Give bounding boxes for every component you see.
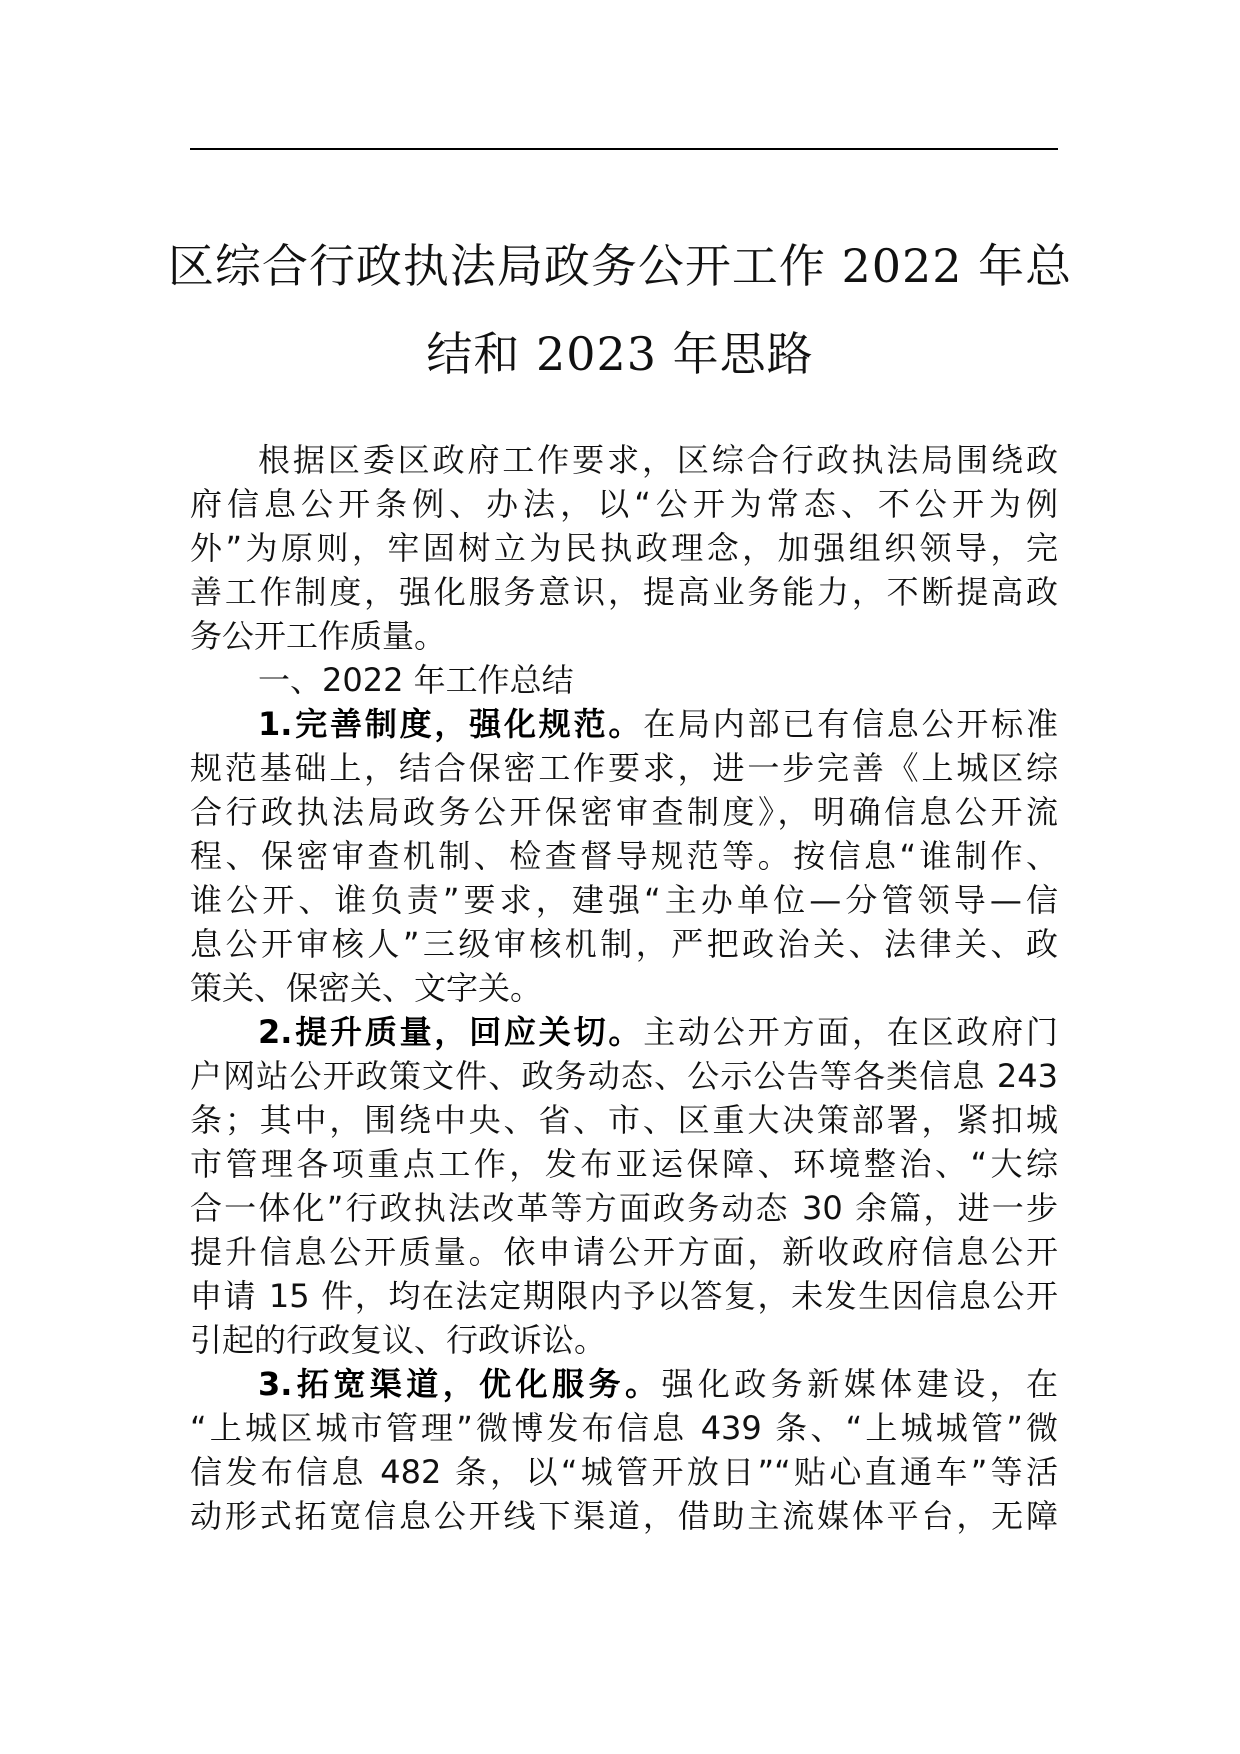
item-1-line: 策关、保密关、文字关。 <box>190 969 543 1007</box>
item-3-heading: 3.拓宽渠道，优化服务。 <box>258 1365 662 1403</box>
item-2-line: 户网站公开政策文件、政务动态、公示公告等各类信息 243 <box>190 1057 1058 1095</box>
item-2-paragraph <box>190 1010 1058 1362</box>
item-1-line: 谁公开、谁负责”要求，建强“主办单位—分管领导—信 <box>190 881 1058 919</box>
section-heading: 一、2022 年工作总结 <box>258 661 574 699</box>
item-1-first-line <box>190 702 1058 746</box>
item-3-line: “上城区城市管理”微博发布信息 439 条、“上城城管”微 <box>190 1409 1058 1447</box>
intro-paragraph <box>190 438 1058 658</box>
title-line-1: 区综合行政执法局政务公开工作 2022 年总 <box>167 239 1073 293</box>
item-3-line: 信发布信息 482 条，以“城管开放日”“贴心直通车”等活 <box>190 1453 1058 1491</box>
item-1-line: 程、保密审查机制、检查督导规范等。按信息“谁制作、 <box>190 837 1058 875</box>
document-title <box>150 222 1090 398</box>
title-line-2: 结和 2023 年思路 <box>426 327 814 381</box>
intro-line: 根据区委区政府工作要求，区综合行政执法局围绕政 <box>258 441 1058 479</box>
item-2-line: 提升信息公开质量。依申请公开方面，新收政府信息公开 <box>190 1233 1058 1271</box>
item-1-line: 合行政执法局政务公开保密审查制度》，明确信息公开流 <box>190 793 1058 831</box>
item-1-line: 息公开审核人”三级审核机制，严把政治关、法律关、政 <box>190 925 1058 963</box>
item-2-first-line <box>190 1010 1058 1054</box>
item-2-line: 条；其中，围绕中央、省、市、区重大决策部署，紧扣城 <box>190 1101 1058 1139</box>
item-2-heading: 2.提升质量，回应关切。 <box>258 1013 644 1051</box>
intro-line: 外”为原则，牢固树立为民执政理念，加强组织领导，完 <box>190 529 1058 567</box>
item-2-line: 市管理各项重点工作，发布亚运保障、环境整治、“大综 <box>190 1145 1058 1183</box>
item-3-first-line-text: 强化政务新媒体建设，在 <box>661 1365 1058 1403</box>
intro-line: 务公开工作质量。 <box>190 617 447 655</box>
item-1-line: 规范基础上，结合保密工作要求，进一步完善《上城区综 <box>190 749 1058 787</box>
intro-line: 府信息公开条例、办法，以“公开为常态、不公开为例 <box>190 485 1058 523</box>
section-heading-paragraph <box>190 658 1058 702</box>
item-3-first-line <box>190 1362 1058 1406</box>
item-1-paragraph <box>190 702 1058 1010</box>
item-1-first-line-text: 在局内部已有信息公开标准 <box>643 705 1058 743</box>
item-3-paragraph <box>190 1362 1058 1538</box>
document-body <box>190 438 1058 1538</box>
item-2-line: 引起的行政复议、行政诉讼。 <box>190 1321 607 1359</box>
item-1-heading: 1.完善制度，强化规范。 <box>258 705 644 743</box>
intro-line: 善工作制度，强化服务意识，提高业务能力，不断提高政 <box>190 573 1058 611</box>
item-2-first-line-text: 主动公开方面，在区政府门 <box>643 1013 1058 1051</box>
header-rule <box>190 148 1058 150</box>
item-2-line: 合一体化”行政执法改革等方面政务动态 30 余篇，进一步 <box>190 1189 1058 1227</box>
item-3-line: 动形式拓宽信息公开线下渠道，借助主流媒体平台，无障 <box>190 1497 1058 1535</box>
item-2-line: 申请 15 件，均在法定期限内予以答复，未发生因信息公开 <box>190 1277 1058 1315</box>
